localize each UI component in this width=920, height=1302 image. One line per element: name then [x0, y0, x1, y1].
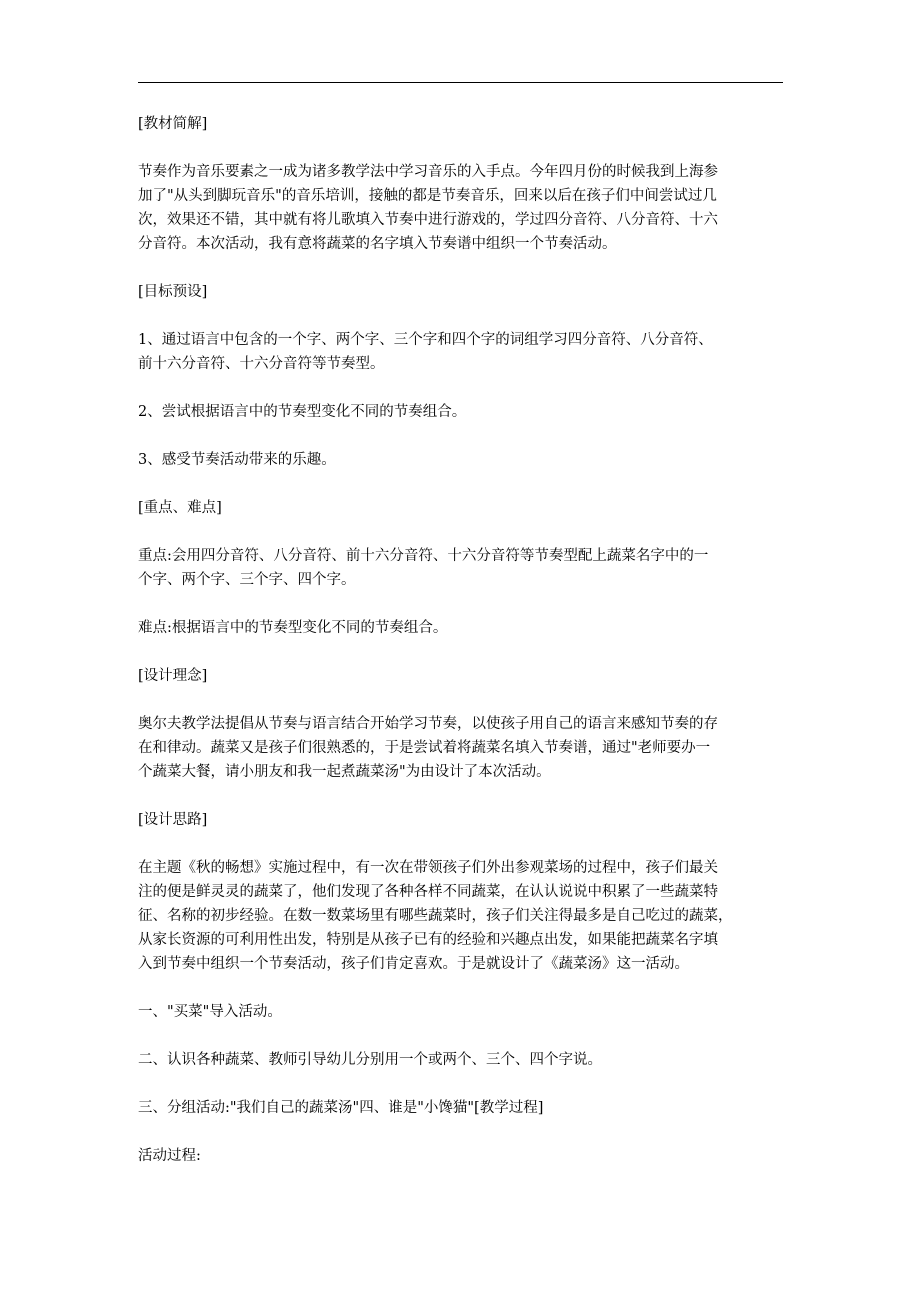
section-heading-design-ideas: [设计思路]: [138, 812, 208, 828]
paragraph-design-concept: 奥尔夫教学法提倡从节奏与语言结合开始学习节奏，以使孩子用自己的语言来感知节奏的存 在和律动。蔬菜又是孩子们很熟悉的，于是尝试着将蔬菜名填入节奏谱，通过"老师要办一 个蔬菜大餐，请小朋友和我一起煮蔬菜汤"为由设计了本次活动。: [138, 716, 718, 780]
activity-process-label: 活动过程:: [138, 1148, 201, 1164]
section-heading-material: [教材简解]: [138, 116, 208, 132]
difficulty-paragraph: 难点:根据语言中的节奏型变化不同的节奏组合。: [138, 620, 448, 636]
goal-item-3: 3、感受节奏活动带来的乐趣。: [138, 452, 336, 468]
key-point-paragraph: 重点:会用四分音符、八分音符、前十六分音符、十六分音符等节奏型配上蔬菜名字中的一 个字、两个字、三个字、四个字。: [138, 548, 709, 588]
paragraph-material-intro: 节奏作为音乐要素之一成为诸多教学法中学习音乐的入手点。今年四月份的时候我到上海参 加了"从头到脚玩音乐"的音乐培训，接触的都是节奏音乐，回来以后在孩子们中间尝试过几 次，效果还不错，其中就有将儿歌填入节奏中进行游戏的，学过四分音符、八分音符、十六 分音符。本次活动，我有意将蔬菜的名字填入节奏谱中组织一个节奏活动。: [138, 164, 718, 252]
activity-step-1: 一、"买菜"导入活动。: [138, 1004, 282, 1020]
section-heading-design-concept: [设计理念]: [138, 668, 208, 684]
header-rule: [138, 82, 783, 83]
paragraph-design-ideas: 在主题《秋的畅想》实施过程中，有一次在带领孩子们外出参观菜场的过程中，孩子们最关 注的便是鲜灵灵的蔬菜了，他们发现了各种各样不同蔬菜，在认认说说中积累了一些蔬菜特 征、名称的初步经验。在数一数菜场里有哪些蔬菜时，孩子们关注得最多是自己吃过的蔬菜， 从家长资源的可利用性出发，特别是从孩子已有的经验和兴趣点出发，如果能把蔬菜名字填 入到节奏中组织一个节奏活动，孩子们肯定喜欢。于是就设计了《蔬菜汤》这一活动。: [138, 860, 733, 972]
section-heading-key-points: [重点、难点]: [138, 500, 222, 516]
goal-item-1: 1、通过语言中包含的一个字、两个字、三个字和四个字的词组学习四分音符、八分音符、 前十六分音符、十六分音符等节奏型。: [138, 332, 713, 372]
activity-step-3: 三、分组活动:"我们自己的蔬菜汤"四、谁是"小馋猫"[教学过程]: [138, 1100, 544, 1116]
document-body: [138, 112, 783, 1192]
goal-item-2: 2、尝试根据语言中的节奏型变化不同的节奏组合。: [138, 404, 467, 420]
activity-step-2: 二、认识各种蔬菜、教师引导幼儿分别用一个或两个、三个、四个字说。: [138, 1052, 602, 1068]
section-heading-goals: [目标预设]: [138, 284, 208, 300]
